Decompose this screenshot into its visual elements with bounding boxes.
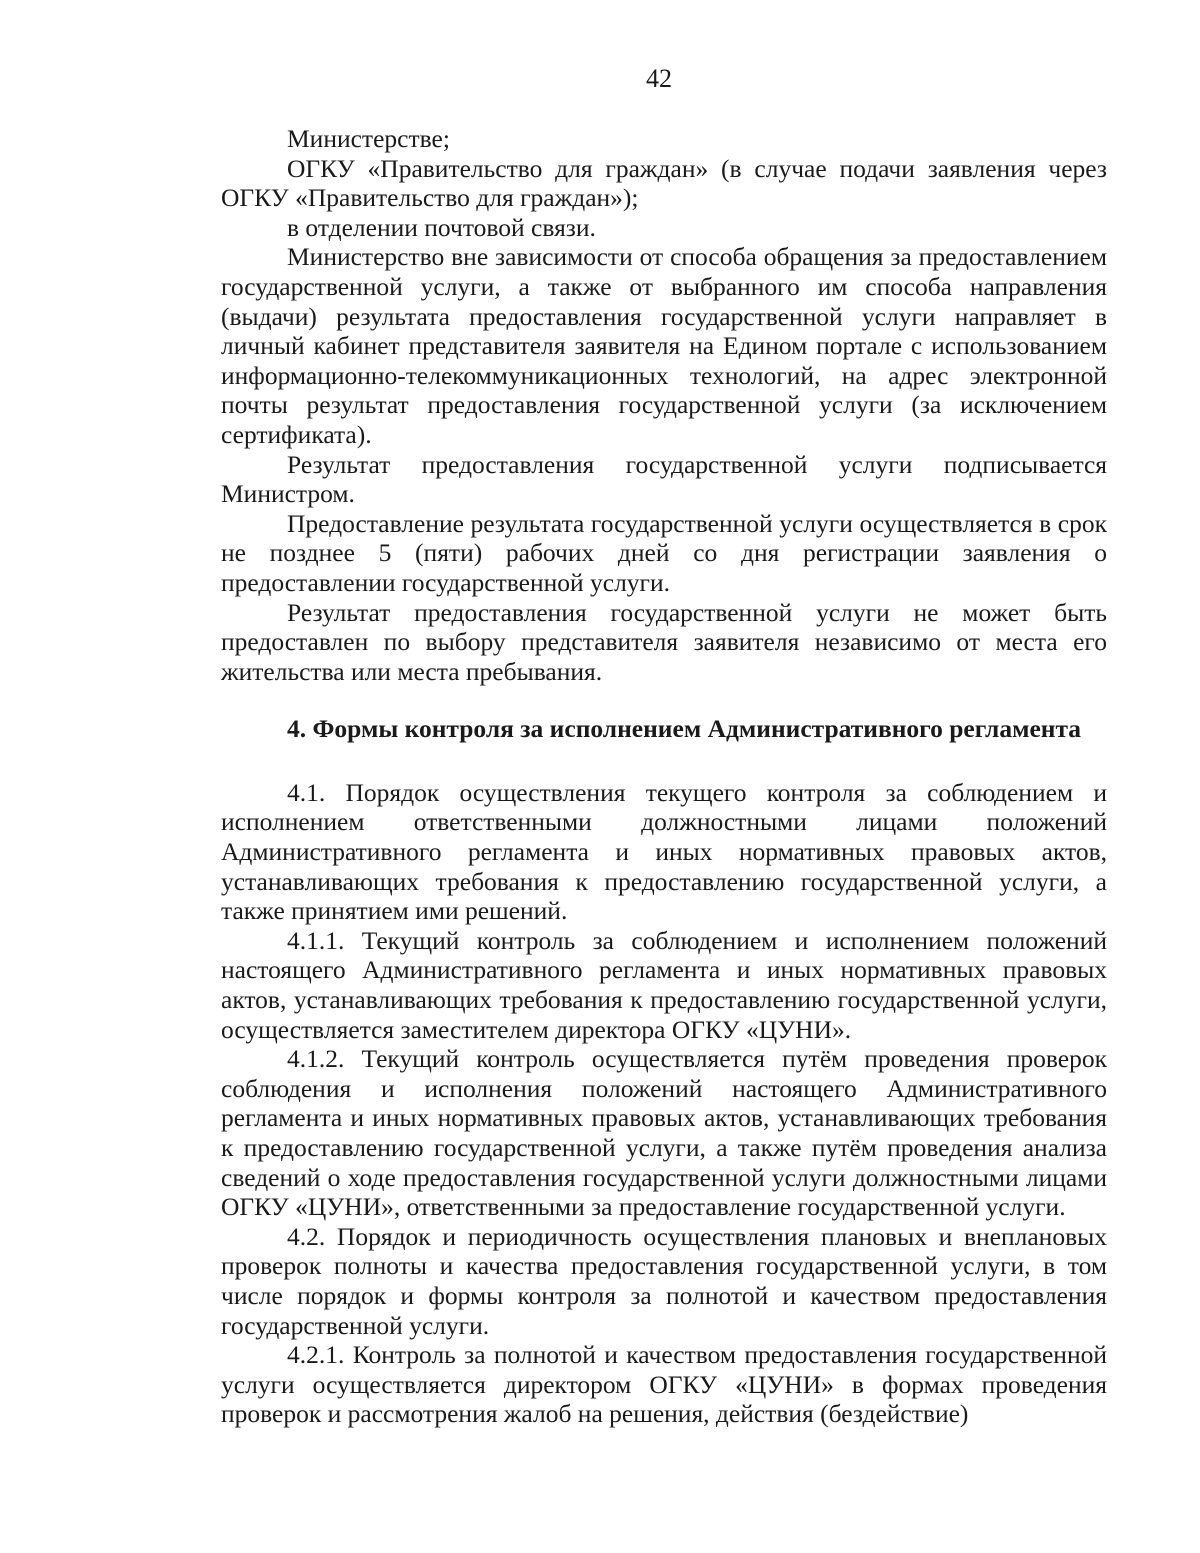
paragraph: Министерстве; (287, 124, 450, 153)
document-body (221, 124, 1107, 1429)
page-number: 42 (646, 64, 672, 93)
paragraph: 4.2. Порядок и периодичность осуществления плановых и внеплановых проверок полноты и качества предоставления государственной услуги, в том числе порядок и формы контроля за полнотой и качеством предоставления государственной услуги. (221, 1221, 1107, 1340)
paragraph: в отделении почтовой связи. (287, 212, 596, 242)
paragraph: 4.1. Порядок осуществления текущего контроля за соблюдением и исполнением ответственными должностными лицами положений Административного регламента и иных нормативных правовых актов, устанавливающих требования к предоставлению государственной услуги, а также принятием ими решений. (221, 777, 1107, 926)
section-heading: 4. Формы контроля за исполнением Административного регламента (287, 714, 1082, 744)
paragraph: ОГКУ «Правительство для граждан» (в случае подачи заявления через ОГКУ «Правительство для граждан»); (221, 153, 1107, 213)
paragraph: Результат предоставления государственной услуги не может быть предоставлен по выбору представителя заявителя независимо от места его жительства или места пребывания. (221, 597, 1107, 686)
paragraph: 4.2.1. Контроль за полнотой и качеством предоставления государственной услуги осуществляется директором ОГКУ «ЦУНИ» в формах проведения проверок и рассмотрения жалоб на решения, действия (бездействие) (221, 1340, 1107, 1429)
paragraph: 4.1.2. Текущий контроль осуществляется путём проведения проверок соблюдения и исполнения положений настоящего Административного регламента и иных нормативных правовых актов, устанавливающих требования к предоставлению государственной услуги, а также путём проведения анализа сведений о ходе предоставления государственной услуги должностными лицами ОГКУ «ЦУНИ», ответственными за предоставление государственной услуги. (221, 1044, 1107, 1222)
paragraph: Министерство вне зависимости от способа обращения за предоставлением государственной услуги, а также от выбранного им способа направления (выдачи) результата предоставления государственной услуги направляет в личный кабинет представителя заявителя на Едином портале с использованием информационно-телекоммуникационных технологий, на адрес электронной почты результат предоставления государственной услуги (за исключением сертификата). (221, 242, 1107, 449)
paragraph: Предоставление результата государственной услуги осуществляется в срок не позднее 5 (пяти) рабочих дней со дня регистрации заявления о предоставлении государственной услуги. (221, 508, 1107, 597)
paragraph: Результат предоставления государственной услуги подписывается Министром. (221, 449, 1107, 509)
paragraph: 4.1.1. Текущий контроль за соблюдением и исполнением положений настоящего Административного регламента и иных нормативных правовых актов, устанавливающих требования к предоставлению государственной услуги, осуществляется заместителем директора ОГКУ «ЦУНИ». (221, 925, 1107, 1044)
